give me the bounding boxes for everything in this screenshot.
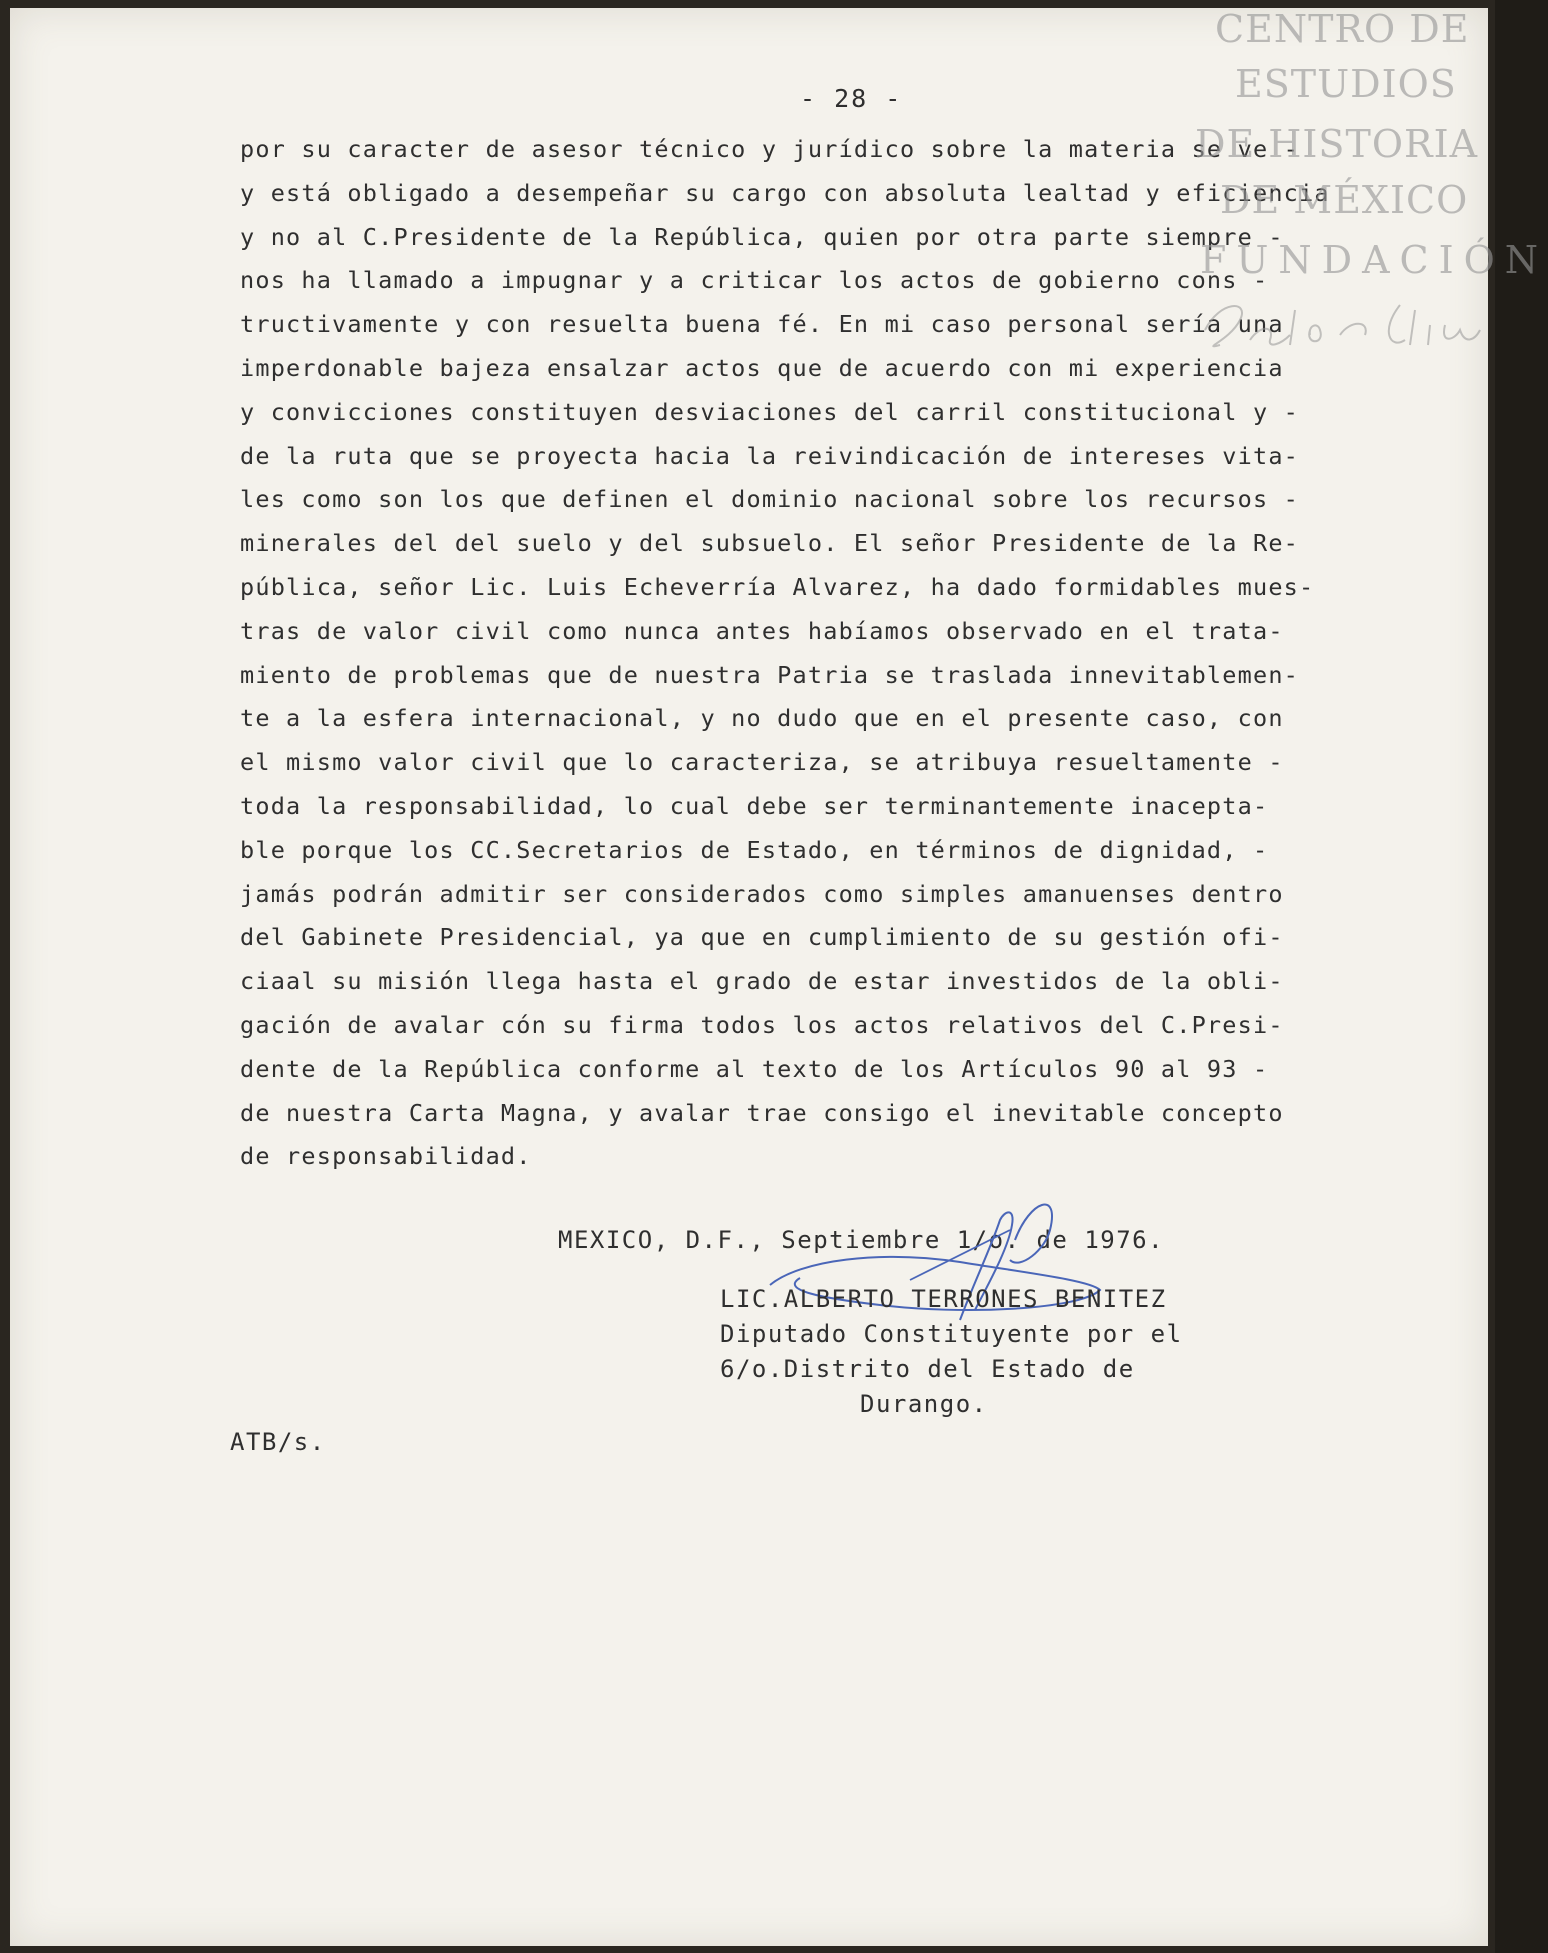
body-line: dente de la República conforme al texto de los Artículos 90 al 93 - bbox=[240, 1054, 1269, 1083]
body-line: tructivamente y con resuelta buena fé. En mi caso personal sería una bbox=[240, 310, 1284, 339]
body-line: ciaal su misión llega hasta el grado de estar investidos de la obli- bbox=[240, 967, 1284, 996]
body-line: gación de avalar cón su firma todos los actos relativos del C.Presi- bbox=[240, 1010, 1284, 1039]
body-line: del Gabinete Presidencial, ya que en cumplimiento de su gestión ofi- bbox=[240, 923, 1284, 952]
signatory-name: LIC.ALBERTO TERRONES BENITEZ bbox=[720, 1285, 1167, 1313]
body-line: por su caracter de asesor técnico y jurídico sobre la materia se ve - bbox=[240, 135, 1300, 163]
stamp-line: DE HISTORIA bbox=[1195, 122, 1479, 166]
body-line: imperdonable bajeza ensalzar actos que de acuerdo con mi experiencia bbox=[240, 353, 1284, 382]
body-line: y convicciones constituyen desviaciones del carril constitucional y - bbox=[240, 397, 1300, 426]
stamp-line: FUNDACIÓN bbox=[1200, 238, 1548, 282]
stamp-line: ESTUDIOS bbox=[1235, 62, 1457, 106]
body-line: tras de valor civil como nunca antes habíamos observado en el trata- bbox=[240, 616, 1284, 645]
typist-initials: ATB/s. bbox=[230, 1428, 326, 1456]
signature-block bbox=[720, 1282, 1183, 1422]
signatory-title: Diputado Constituyente por el bbox=[720, 1320, 1183, 1348]
body-line: de la ruta que se proyecta hacia la reivindicación de intereses vita- bbox=[240, 441, 1300, 470]
body-line: el mismo valor civil que lo caracteriza, se atribuya resueltamente - bbox=[240, 748, 1284, 777]
stamp-line: CENTRO DE bbox=[1215, 7, 1470, 51]
body-line: miento de problemas que de nuestra Patria se traslada innevitablemen- bbox=[240, 660, 1300, 689]
body-line: y está obligado a desempeñar su cargo con absoluta lealtad y eficiencia bbox=[240, 178, 1330, 207]
body-line: de responsabilidad. bbox=[240, 1142, 532, 1171]
body-line: toda la responsabilidad, lo cual debe ser terminantemente inacepta- bbox=[240, 791, 1269, 820]
signatory-district: 6/o.Distrito del Estado de bbox=[720, 1355, 1135, 1383]
signatory-state: Durango. bbox=[860, 1390, 988, 1418]
stamp-signature-logo bbox=[1190, 290, 1490, 370]
body-line: minerales del del suelo y del subsuelo. El señor Presidente de la Re- bbox=[240, 529, 1300, 558]
body-line: de nuestra Carta Magna, y avalar trae consigo el inevitable concepto bbox=[240, 1098, 1284, 1127]
page-number: - 28 - bbox=[800, 84, 903, 113]
body-line: nos ha llamado a impugnar y a criticar los actos de gobierno cons - bbox=[240, 266, 1269, 295]
body-line: les como son los que definen el dominio nacional sobre los recursos - bbox=[240, 485, 1300, 514]
stamp-line: DE MÉXICO bbox=[1220, 178, 1469, 222]
body-line: te a la esfera internacional, y no dudo que en el presente caso, con bbox=[240, 704, 1284, 733]
dateline: MEXICO, D.F., Septiembre 1/o. de 1976. bbox=[558, 1226, 1165, 1254]
body-line: ble porque los CC.Secretarios de Estado, en términos de dignidad, - bbox=[240, 835, 1269, 864]
body-line: y no al C.Presidente de la República, quien por otra parte siempre - bbox=[240, 222, 1284, 251]
body-line: jamás podrán admitir ser considerados como simples amanuenses dentro bbox=[240, 879, 1284, 908]
body-line: pública, señor Lic. Luis Echeverría Alvarez, ha dado formidables mues- bbox=[240, 572, 1315, 601]
